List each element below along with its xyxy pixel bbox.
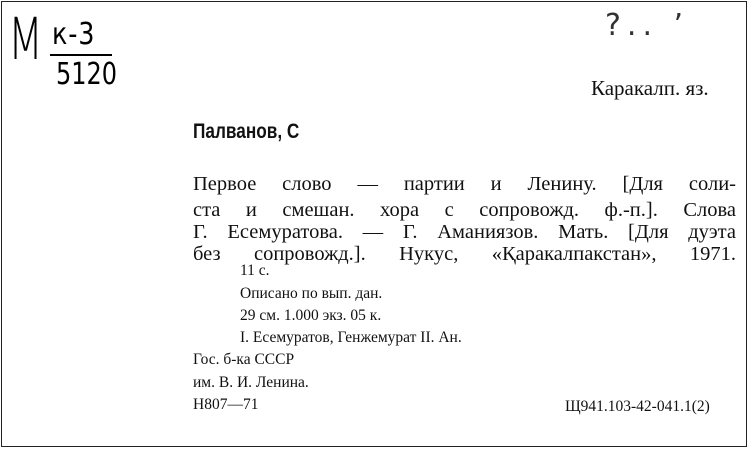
library-line-1: Гос. б-ка СССР [193, 351, 295, 368]
tracing-note: I. Есемуратов, Генжемурат II. Ан. [240, 329, 462, 346]
format-note: 29 см. 1.000 экз. 05 к. [240, 307, 382, 324]
pages-note: 11 с. [240, 262, 270, 279]
handwritten-letter: M [8, 5, 42, 73]
language-note: Каракалп. яз. [591, 76, 709, 100]
title-line-2: ста и смешан. хора с сопровожд. ф.-п.]. Слова [193, 199, 736, 221]
title-line-3: Г. Есемуратова. — Г. Аманиязов. Мать. [Для дуэта [193, 221, 736, 243]
author-heading: Палванов, С [193, 120, 300, 143]
title-line-1: Первое слово — партии и Ленину. [Для соли- [193, 173, 736, 195]
title-line-4: без сопровожд.]. Нукус, «Қаракалпакстан», 1971. [193, 243, 736, 265]
handwritten-fraction-line [50, 54, 112, 56]
handwritten-shelf-mark: к-3 [52, 17, 96, 52]
handwritten-scribble: ?.. ’ [605, 8, 690, 43]
card-number: Н807—71 [193, 396, 259, 413]
library-line-2: им. В. И. Ленина. [193, 374, 309, 391]
classification-code: Щ941.103-42-041.1(2) [565, 398, 710, 415]
handwritten-number: 5120 [56, 57, 118, 92]
description-note: Описано по вып. дан. [240, 285, 383, 302]
